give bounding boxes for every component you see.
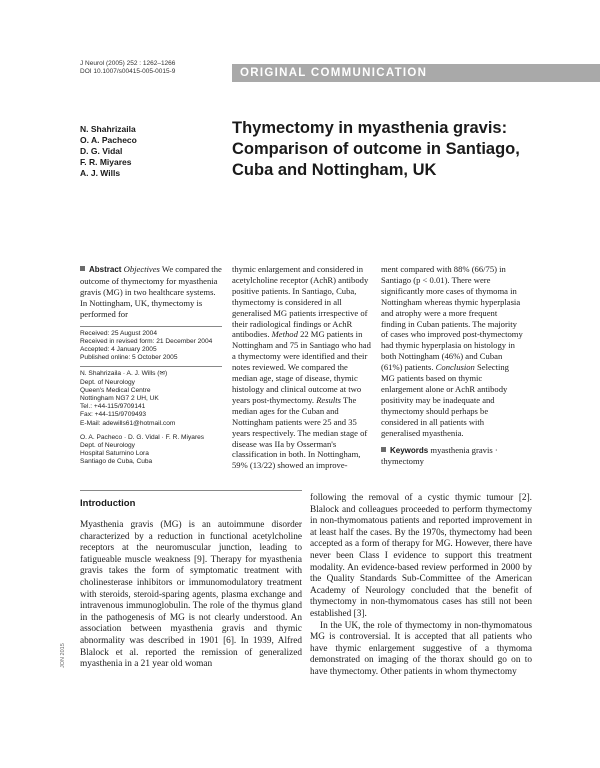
bullet-square-icon bbox=[80, 266, 85, 271]
author-name: N. Shahrizaila bbox=[80, 124, 136, 134]
divider bbox=[80, 366, 222, 367]
abstract-text bbox=[381, 264, 523, 439]
author-name: F. R. Miyares bbox=[80, 157, 132, 167]
date-line: Received: 25 August 2004 bbox=[80, 329, 157, 337]
abstract-column-2 bbox=[232, 264, 372, 471]
address-line: N. Shahrizaila · A. J. Wills (✉) bbox=[80, 370, 168, 378]
intro-column-1 bbox=[80, 520, 302, 671]
abstract-text: We compared the outcome of thymectomy for myasthenia gravis (MG) in two healthcare systems. In Nottingham, UK, thymectomy is performed for bbox=[80, 264, 222, 319]
author-name: A. J. Wills bbox=[80, 168, 121, 178]
abstract-column-1 bbox=[80, 264, 222, 467]
section-divider bbox=[80, 490, 302, 491]
keywords bbox=[381, 445, 523, 468]
keywords-text: myasthenia gravis · thymectomy bbox=[381, 444, 498, 467]
address-line: Queen's Medical Centre bbox=[80, 386, 151, 394]
abstract-objectives-text: thymic enlargement and considered in acetylcholine receptor (AchR) antibody positive patients. In Santiago, Cuba, thymectomy is considered in all generalised MG patients irrespective of their radiological findings or AchR antibodies. bbox=[232, 264, 369, 340]
abstract-column-3 bbox=[381, 264, 523, 467]
bullet-square-icon bbox=[381, 447, 386, 452]
second-affiliation bbox=[80, 434, 222, 467]
method-label: Method bbox=[271, 329, 298, 340]
address-line: Nottingham NG7 2 UH, UK bbox=[80, 394, 159, 402]
abstract-conclusion-text: Selecting MG patients based on thymic enlargement alone or AchR antibody positivity may be inadequate and thymectomy should perhaps be considered in all patients with generalised myasthenia. bbox=[381, 362, 509, 438]
article-dates bbox=[80, 330, 222, 363]
address-line: Fax: +44-115/9709493 bbox=[80, 411, 147, 419]
results-label: Results bbox=[316, 394, 342, 405]
title-line: Thymectomy in myasthenia gravis: bbox=[232, 119, 508, 137]
abstract-text bbox=[232, 264, 372, 471]
intro-column-2 bbox=[310, 493, 532, 679]
abstract-results-text: ment compared with 88% (66/75) in Santiago (p < 0.01). There were significantly more cases of thymoma in Nottingham whereas thymic hyperplasia and atrophy were a more frequent finding in Cuban patients. The majority of cases who improved post-thymectomy had thymic hyperplasia on histology in both Nottingham (46%) and Cuban (61%) patients. bbox=[381, 264, 523, 373]
intro-paragraph: Myasthenia gravis (MG) is an autoimmune disorder characterized by a reduction in functional acetylcholine receptors at the neuromuscular junction, leading to fatigueable muscle weakness [9]. Therapy for myasthenia gravis takes the form of symptomatic treatment with cholinesterase inhibitors or immunomodulatory treatment with steroids, steroid-sparing agents, plasma exchange and intravenous immunoglobulin. The role of the thymus gland in the pathogenesis of MG is not clearly understood. An association between myasthenia gravis and thymic abnormality was described in 1901 [6]. In 1939, Alfred Blalock et al. reported the remission of generalized myasthenia in a 21 year old woman bbox=[80, 520, 302, 670]
conclusion-label: Conclusion bbox=[435, 362, 475, 373]
title-line: Cuba and Nottingham, UK bbox=[232, 161, 437, 179]
objectives-label: Objectives bbox=[123, 264, 160, 274]
author-list bbox=[80, 124, 137, 179]
address-line: O. A. Pacheco · D. G. Vidal · F. R. Miyares bbox=[80, 433, 205, 441]
address-line: Tel.: +44-115/9709141 bbox=[80, 403, 146, 411]
intro-paragraph: following the removal of a cystic thymic tumour [2]. Blalock and colleagues proceeded to perform thymectomy in non-thymomatous patients and reported improvement in at least half the cases. By the 1970s, thymectomy had been accepted as a form of therapy for MG. However, there have never been Class I evidence to support this treatment modality. An evidence-based review performed in 2000 by the Quality Standards Sub-Committee of the American Academy of Neurology concluded that the benefit of thymectomy in non-thymomatous cases has still not been established [3]. bbox=[310, 493, 532, 619]
divider bbox=[80, 326, 222, 327]
article-title bbox=[232, 118, 532, 181]
author-name: O. A. Pacheco bbox=[80, 135, 137, 145]
doi-text: DOI 10.1007/s00415-005-0015-9 bbox=[80, 68, 176, 75]
intro-paragraph: In the UK, the role of thymectomy in non-thymomatous MG is controversial. It is accepted that all patients who have thymic enlargement suggestive of a thymoma demonstrated on imaging of the thorax should go on to have thymectomy. Other patients in whom thymectomy bbox=[310, 620, 532, 677]
side-note: JON 2015 bbox=[60, 643, 66, 668]
address-line: Hospital Saturnino Lora bbox=[80, 450, 149, 458]
abstract-method-text: 22 MG patients in Nottingham and 75 in Santiago who had a thymectomy were identified and their notes reviewed. We compared the median age, stage of disease, thymic histology and clinical outcome at two years post-thymectomy. bbox=[232, 329, 371, 405]
address-line: Dept. of Neurology bbox=[80, 441, 135, 449]
correspondence-address bbox=[80, 370, 222, 427]
date-line: Published online: 5 October 2005 bbox=[80, 354, 178, 362]
date-line: Accepted: 4 January 2005 bbox=[80, 345, 157, 353]
keywords-label: Keywords bbox=[390, 445, 429, 455]
address-line: E-Mail: adewills61@hotmail.com bbox=[80, 419, 176, 427]
abstract-results-text: The median ages for the Cuban and Nottingham patients were 25 and 35 years respectively. The median stage of disease was IIa by Osserman's classification in both. In Nottingham, 59% (13/22) showed an improve- bbox=[232, 394, 368, 471]
address-line: Dept. of Neurology bbox=[80, 378, 135, 386]
title-line: Comparison of outcome in Santiago, bbox=[232, 140, 520, 158]
section-banner bbox=[232, 64, 600, 82]
section-label: ORIGINAL COMMUNICATION bbox=[240, 67, 428, 79]
address-line: Santiago de Cuba, Cuba bbox=[80, 458, 153, 466]
author-name: D. G. Vidal bbox=[80, 146, 123, 156]
abstract-intro bbox=[80, 264, 222, 320]
intro-heading: Introduction bbox=[80, 498, 136, 509]
journal-citation: J Neurol (2005) 252 : 1262–1266 bbox=[80, 60, 176, 67]
journal-reference bbox=[80, 60, 175, 76]
abstract-label: Abstract bbox=[89, 265, 122, 274]
date-line: Received in revised form: 21 December 2004 bbox=[80, 337, 213, 345]
